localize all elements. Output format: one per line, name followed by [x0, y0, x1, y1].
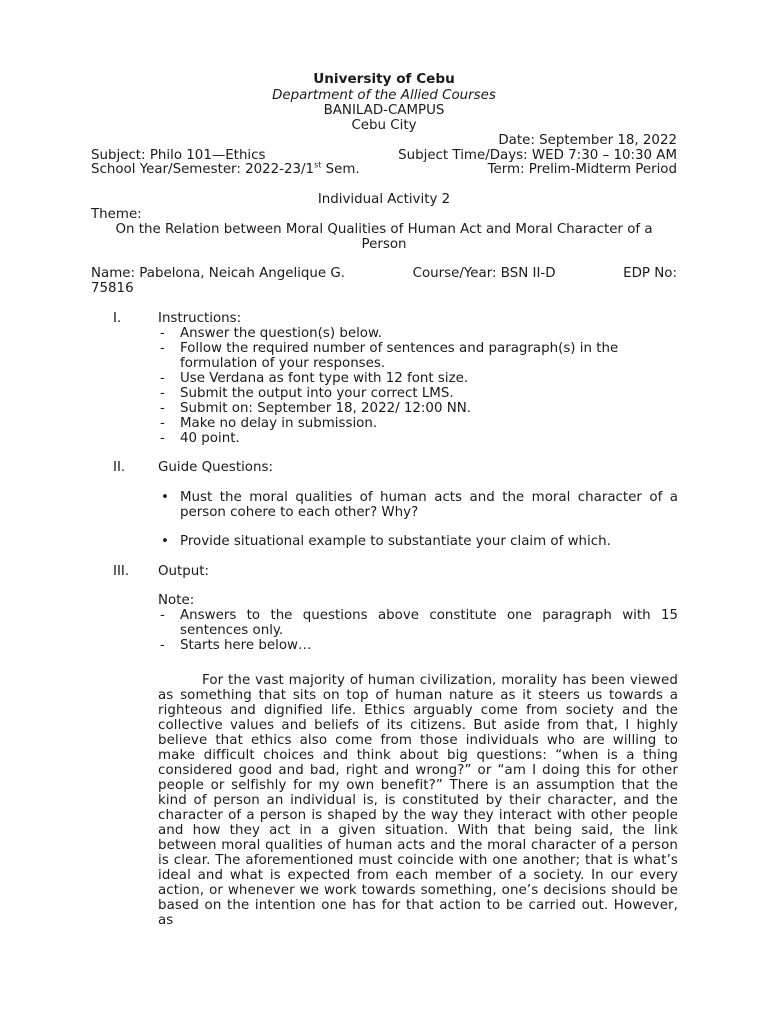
list-item: - Answer the question(s) below. — [158, 326, 678, 341]
student-name: Name: Pabelona, Neicah Angelique G. — [91, 266, 346, 281]
university-name: University of Cebu — [313, 71, 455, 87]
section-numeral-3: III. — [113, 564, 130, 579]
list-item: - Follow the required number of sentences and paragraph(s) in the formulation of your responses. — [158, 341, 678, 371]
list-item: - Answers to the questions above constitute one paragraph with 15 sentences only. — [158, 608, 678, 638]
subject-row — [91, 148, 677, 163]
school-year-suffix: Sem. — [321, 162, 360, 177]
list-item: - Submit on: September 18, 2022/ 12:00 NN. — [158, 401, 678, 416]
list-item: - Make no delay in submission. — [158, 416, 678, 431]
school-year — [91, 162, 360, 177]
edp-number: 75816 — [91, 281, 134, 296]
theme-text: On the Relation between Moral Qualities of Human Act and Moral Character of a Person — [115, 222, 653, 252]
edp-label: EDP No: — [623, 266, 677, 281]
list-item: - Submit the output into your correct LMS. — [158, 386, 678, 401]
answer-paragraph: For the vast majority of human civilization, morality has been viewed as something that sits on top of human nature as it steers us towards a righteous and dignified life. Ethics arguably come from society and the collective values and beliefs of its citizens. But aside from that, I highly believe that ethics also come from those individuals who are willing to make difficult choices and think about big questions: “when is a thing considered good and bad, right and wrong?” or “am I doing this for other people or selfishly for my own benefit?” There is an assumption that the kind of person an individual is, is constituted by their character, and the character of a person is shaped by the way they interact with other people and how they act in a given situation. With that being said, the link between moral qualities of human acts and the moral character of a person is clear. The aforementioned must coincide with one another; that is what’s ideal and what is expected from each member of a society. In our every action, or whenever we work towards something, one’s decisions should be based on the intention one has for that action to be carried out. However, as — [158, 673, 678, 929]
activity-title: Individual Activity 2 — [317, 192, 451, 207]
campus-name: BANILAD-CAMPUS — [323, 103, 445, 118]
school-year-text: School Year/Semester: 2022-23/1 — [91, 162, 315, 177]
term: Term: Prelim-Midterm Period — [487, 162, 677, 177]
school-year-row — [91, 162, 677, 177]
student-info-row — [91, 266, 677, 281]
list-item: - Starts here below… — [158, 638, 678, 653]
output-heading: Output: — [158, 564, 210, 579]
guide-question-2 — [158, 534, 678, 549]
school-year-superscript: st — [314, 160, 322, 170]
section-numeral-2: II. — [113, 460, 126, 475]
document-date: Date: September 18, 2022 — [498, 133, 677, 148]
list-item: • Provide situational example to substantiate your claim of which. — [158, 534, 678, 549]
instructions-heading: Instructions: — [158, 311, 242, 326]
section-numeral-1: I. — [113, 311, 122, 326]
city-name: Cebu City — [351, 118, 417, 133]
guide-question-1 — [158, 490, 678, 520]
subject-label: Subject: Philo 101—Ethics — [91, 148, 266, 163]
list-item: - 40 point. — [158, 431, 678, 446]
note-label: Note: — [158, 593, 195, 608]
list-item: • Must the moral qualities of human acts and the moral character of a person cohere to each other? Why? — [158, 490, 678, 520]
instructions-list — [158, 326, 678, 446]
notes-list — [158, 608, 678, 653]
theme-label: Theme: — [91, 207, 142, 222]
course-year: Course/Year: BSN II-D — [412, 266, 556, 281]
list-item: - Use Verdana as font type with 12 font size. — [158, 371, 678, 386]
department-name: Department of the Allied Courses — [272, 88, 496, 103]
guide-questions-heading: Guide Questions: — [158, 460, 273, 475]
subject-time: Subject Time/Days: WED 7:30 – 10:30 AM — [398, 148, 677, 163]
